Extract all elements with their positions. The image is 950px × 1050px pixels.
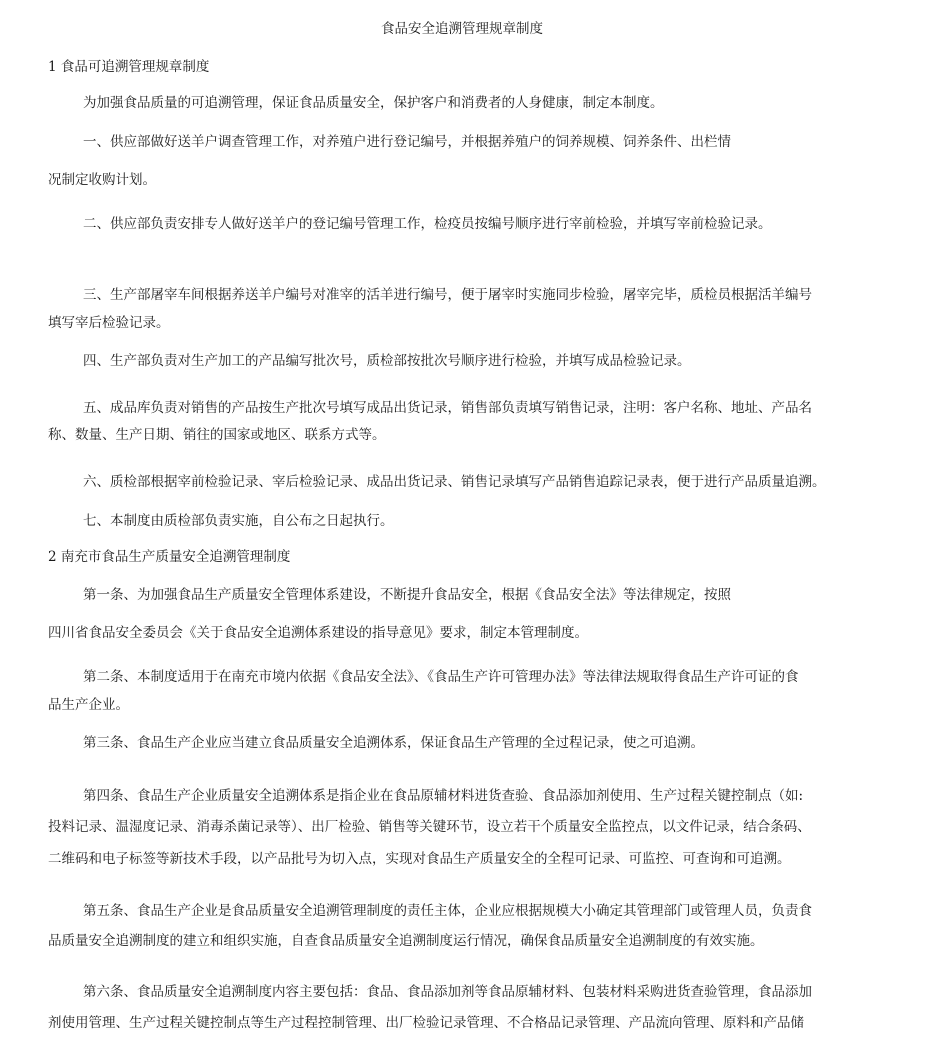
s2-art-5-line-1: 第五条、食品生产企业是食品质量安全追溯管理制度的责任主体，企业应根据规模大小确定其管理部门或管理人员，负责食 xyxy=(83,903,812,919)
s2-art-3: 第三条、食品生产企业应当建立食品质量安全追溯体系，保证食品生产管理的全过程记录，使之可追溯。 xyxy=(83,735,704,751)
s2-art-2-line-2: 品生产企业。 xyxy=(48,697,129,713)
s1-item-5-line-2: 称、数量、生产日期、销往的国家或地区、联系方式等。 xyxy=(48,427,386,443)
s2-art-4-line-3: 二维码和电子标签等新技术手段，以产品批号为切入点，实现对食品生产质量安全的全程可记录、可监控、可查询和可追溯。 xyxy=(48,851,791,867)
s1-item-1-line-2: 况制定收购计划。 xyxy=(48,172,156,188)
s1-item-5-line-1: 五、成品库负责对销售的产品按生产批次号填写成品出货记录，销售部负责填写销售记录，注明：客户名称、地址、产品名 xyxy=(83,400,812,416)
section-2-heading: 2 南充市食品生产质量安全追溯管理制度 xyxy=(48,549,291,565)
s1-item-3-line-1: 三、生产部屠宰车间根据养送羊户编号对准宰的活羊进行编号，便于屠宰时实施同步检验，屠宰完毕，质检员根据活羊编号 xyxy=(83,287,812,303)
s2-art-1-line-2: 四川省食品安全委员会《关于食品安全追溯体系建设的指导意见》要求，制定本管理制度。 xyxy=(48,625,588,641)
section-1-heading: 1 食品可追溯管理规章制度 xyxy=(48,59,210,75)
s1-intro: 为加强食品质量的可追溯管理，保证食品质量安全，保护客户和消费者的人身健康，制定本制度。 xyxy=(83,95,664,111)
s2-art-5-line-2: 品质量安全追溯制度的建立和组织实施，自查食品质量安全追溯制度运行情况，确保食品质量安全追溯制度的有效实施。 xyxy=(48,933,764,949)
s1-item-4: 四、生产部负责对生产加工的产品编写批次号，质检部按批次号顺序进行检验，并填写成品检验记录。 xyxy=(83,353,691,369)
s1-item-7: 七、本制度由质检部负责实施，自公布之日起执行。 xyxy=(83,513,394,529)
document-title: 食品安全追溯管理规章制度 xyxy=(381,21,543,37)
s2-art-6-line-2: 剂使用管理、生产过程关键控制点等生产过程控制管理、出厂检验记录管理、不合格品记录管理、产品流向管理、原料和产品储 xyxy=(48,1015,804,1031)
s1-item-6: 六、质检部根据宰前检验记录、宰后检验记录、成品出货记录、销售记录填写产品销售追踪记录表，便于进行产品质量追溯。 xyxy=(83,474,826,490)
s2-art-1-line-1: 第一条、为加强食品生产质量安全管理体系建设，不断提升食品安全，根据《食品安全法》等法律规定，按照 xyxy=(83,587,731,603)
s2-art-2-line-1: 第二条、本制度适用于在南充市境内依据《食品安全法》、《食品生产许可管理办法》等法律法规取得食品生产许可证的食 xyxy=(83,669,799,685)
s1-item-3-line-2: 填写宰后检验记录。 xyxy=(48,315,170,331)
s2-art-4-line-2: 投料记录、温湿度记录、消毒杀菌记录等）、出厂检验、销售等关键环节，设立若干个质量安全监控点，以文件记录，结合条码、 xyxy=(48,819,811,835)
s2-art-4-line-1: 第四条、食品生产企业质量安全追溯体系是指企业在食品原辅材料进货查验、食品添加剂使用、生产过程关键控制点（如: xyxy=(83,788,804,804)
s2-art-6-line-1: 第六条、食品质量安全追溯制度内容主要包括：食品、食品添加剂等食品原辅材料、包装材料采购进货查验管理，食品添加 xyxy=(83,984,812,1000)
s1-item-2: 二、供应部负责安排专人做好送羊户的登记编号管理工作，检疫员按编号顺序进行宰前检验，并填写宰前检验记录。 xyxy=(83,216,772,232)
s1-item-1-line-1: 一、供应部做好送羊户调查管理工作，对养殖户进行登记编号，并根据养殖户的饲养规模、饲养条件、出栏情 xyxy=(83,134,731,150)
